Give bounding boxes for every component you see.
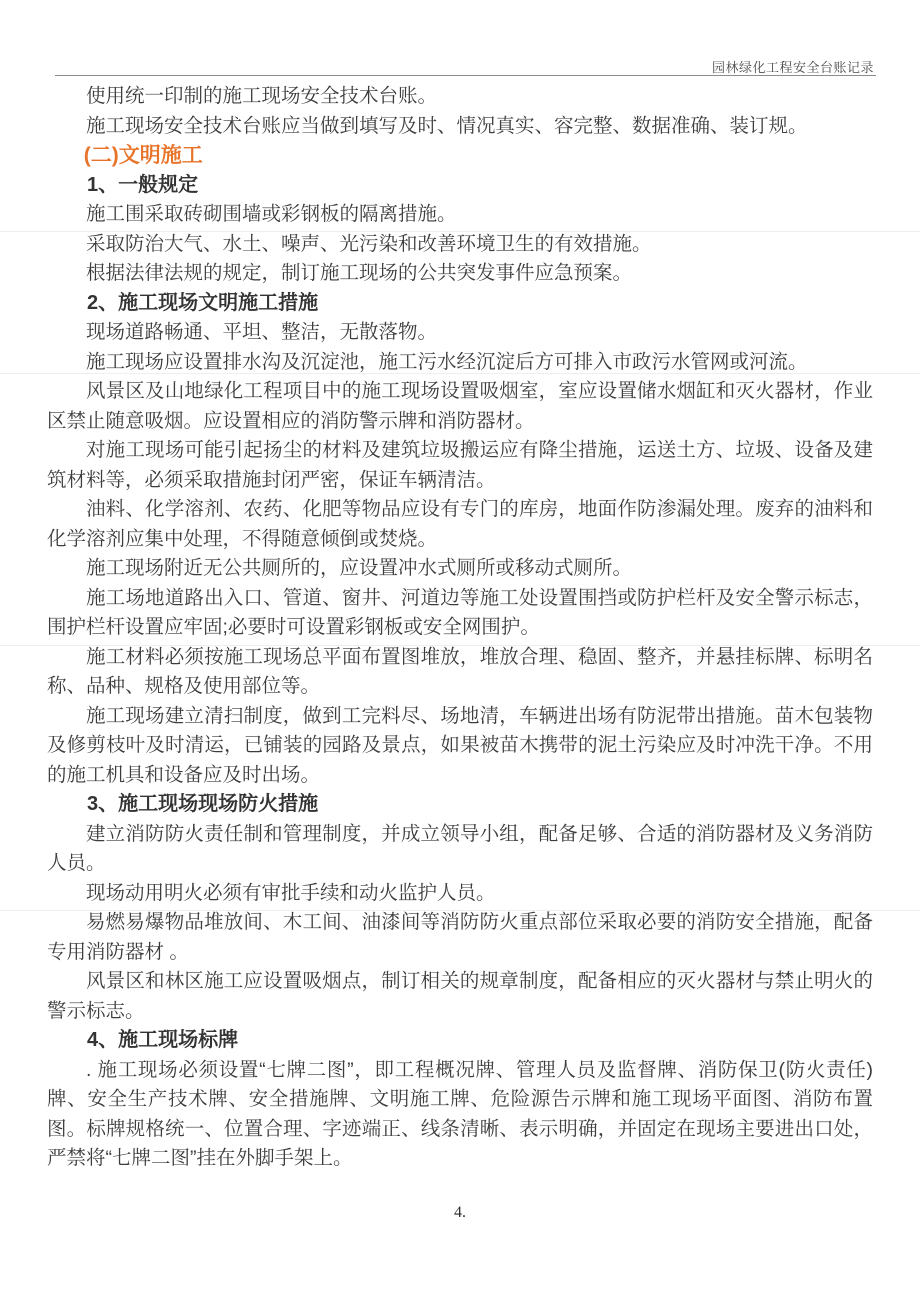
paragraph: 采取防治大气、水土、噪声、光污染和改善环境卫生的有效措施。 <box>86 232 652 255</box>
paragraph: 易燃易爆物品堆放间、木工间、油漆间等消防防火重点部位采取必要的消防安全措施，配备专用消防器材 。 <box>47 911 873 963</box>
page-number: 4. <box>454 1204 466 1221</box>
paragraph: 建立消防防火责任制和管理制度，并成立领导小组，配备足够、合适的消防器材及义务消防人员。 <box>47 822 873 874</box>
paragraph: 使用统一印制的施工现场安全技术台账。 <box>86 85 438 107</box>
running-header: 园林绿化工程安全台账记录 <box>711 60 874 75</box>
paragraph: 根据法律法规的规定，制订施工现场的公共突发事件应急预案。 <box>86 262 633 284</box>
paragraph: 风景区和林区施工应设置吸烟点，制订相关的规章制度，配备相应的灭火器材与禁止明火的警示标志。 <box>47 970 873 1022</box>
sub-heading: 3、施工现场现场防火措施 <box>87 793 319 815</box>
paragraph: 现场道路畅通、平坦、整洁，无散落物。 <box>86 321 438 343</box>
paragraph: 施工围采取砖砌围墙或彩钢板的隔离措施。 <box>86 203 457 225</box>
paragraph: 施工材料必须按施工现场总平面布置图堆放，堆放合理、稳固、整齐，并悬挂标牌、标明名称、品种、规格及使用部位等。 <box>47 645 873 697</box>
header-divider <box>55 75 876 76</box>
sub-heading: 2、施工现场文明施工措施 <box>87 291 319 314</box>
section-heading: (二)文明施工 <box>83 144 203 167</box>
paragraph: 风景区及山地绿化工程项目中的施工现场设置吸烟室，室应设置储水烟缸和灭火器材，作业区禁止随意吸烟。应设置相应的消防警示牌和消防器材。 <box>47 380 873 432</box>
paragraph: 施工场地道路出入口、管道、窗井、河道边等施工处设置围挡或防护栏杆及安全警示标志，围护栏杆设置应牢固;必要时可设置彩钢板或安全网围护。 <box>47 586 873 638</box>
paragraph: 施工现场建立清扫制度，做到工完料尽、场地清，车辆进出场有防泥带出措施。苗木包装物及修剪枝叶及时清运，已铺装的园路及景点，如果被苗木携带的泥土污染应及时冲洗干净。不用的施工机具和设备应及时出场。 <box>47 704 873 786</box>
paragraph: 对施工现场可能引起扬尘的材料及建筑垃圾搬运应有降尘措施，运送土方、垃圾、设备及建筑材料等，必须采取措施封闭严密，保证车辆清洁。 <box>47 439 873 491</box>
paragraph: . 施工现场必须设置“七牌二图”，即工程概况牌、管理人员及监督牌、消防保卫(防火责任)牌、安全生产技术牌、安全措施牌、文明施工牌、危险源告示牌和施工现场平面图、消防布置图。标牌规格统一、位置合理、字迹端正、线条清晰、表示明确，并固定在现场主要进出口处，严禁将“七牌二图”挂在外脚手架上。 <box>47 1058 873 1169</box>
paragraph: 施工现场应设置排水沟及沉淀池，施工污水经沉淀后方可排入市政污水管网或河流。 <box>86 350 808 373</box>
paragraph: 油料、化学溶剂、农药、化肥等物品应设有专门的库房，地面作防渗漏处理。废弃的油料和化学溶剂应集中处理，不得随意倾倒或焚烧。 <box>47 498 873 550</box>
document-body <box>47 82 873 1174</box>
sub-heading: 4、施工现场标牌 <box>87 1029 239 1051</box>
sub-heading: 1、一般规定 <box>87 173 199 196</box>
paragraph: 现场动用明火必须有审批手续和动火监护人员。 <box>86 881 496 904</box>
paragraph: 施工现场附近无公共厕所的，应设置冲水式厕所或移动式厕所。 <box>86 557 633 579</box>
paragraph: 施工现场安全技术台账应当做到填写及时、情况真实、容完整、数据准确、装订规。 <box>86 114 808 137</box>
